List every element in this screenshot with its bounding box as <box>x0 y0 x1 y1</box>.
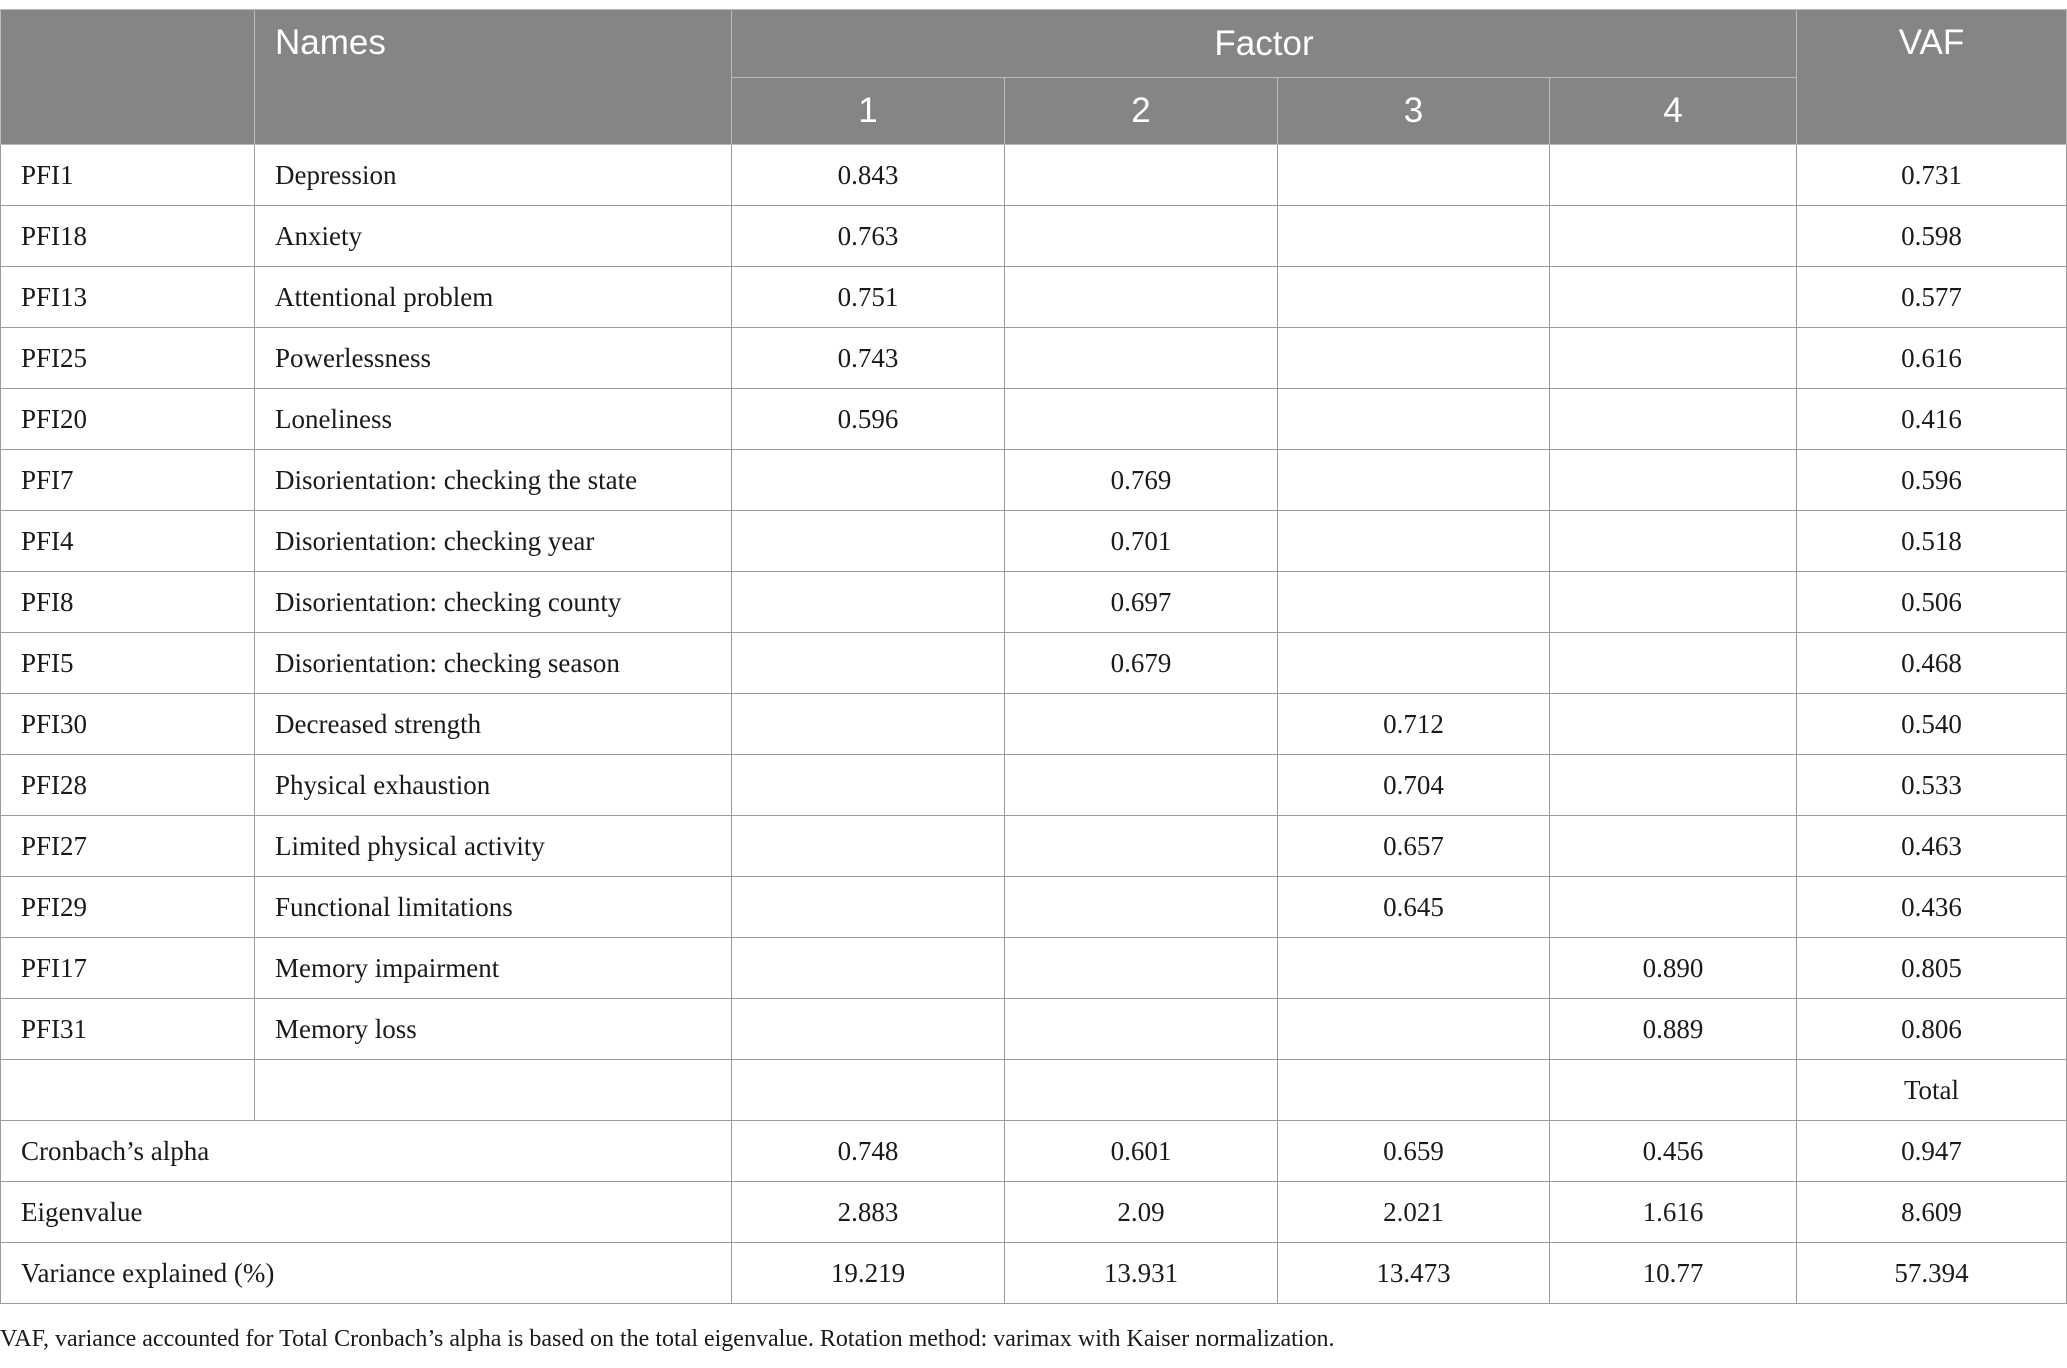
item-code-cell: PFI5 <box>1 633 255 694</box>
item-name-cell <box>255 1060 732 1121</box>
table-row <box>1 633 2067 694</box>
factor-4-stat-cell: 0.456 <box>1550 1121 1797 1182</box>
factor-4-cell: 0.890 <box>1550 938 1797 999</box>
header-names: Names <box>255 10 732 145</box>
item-name-cell: Memory loss <box>255 999 732 1060</box>
factor-3-cell <box>1278 999 1550 1060</box>
item-name-cell: Physical exhaustion <box>255 755 732 816</box>
item-code-cell <box>1 1060 255 1121</box>
factor-2-cell <box>1005 816 1278 877</box>
item-name-cell: Powerlessness <box>255 328 732 389</box>
vaf-cell: 0.577 <box>1797 267 2067 328</box>
stat-label-cell: Eigenvalue <box>1 1182 732 1243</box>
item-name-cell: Limited physical activity <box>255 816 732 877</box>
factor-2-cell <box>1005 999 1278 1060</box>
table-header <box>1 10 2067 145</box>
factor-4-cell <box>1550 633 1797 694</box>
factor-3-cell: 0.645 <box>1278 877 1550 938</box>
factor-2-stat-cell: 13.931 <box>1005 1243 1278 1304</box>
item-code-cell: PFI4 <box>1 511 255 572</box>
factor-4-cell: 0.889 <box>1550 999 1797 1060</box>
table-row <box>1 206 2067 267</box>
factor-analysis-table <box>0 9 2067 1304</box>
stat-label-cell: Variance explained (%) <box>1 1243 732 1304</box>
factor-2-cell <box>1005 877 1278 938</box>
header-factor-4: 4 <box>1550 78 1797 145</box>
item-code-cell: PFI8 <box>1 572 255 633</box>
stats-row <box>1 1243 2067 1304</box>
factor-2-cell <box>1005 694 1278 755</box>
stats-row <box>1 1121 2067 1182</box>
factor-1-cell <box>732 572 1005 633</box>
factor-1-cell <box>732 1060 1005 1121</box>
factor-1-cell <box>732 633 1005 694</box>
factor-4-cell <box>1550 328 1797 389</box>
factor-1-cell: 0.596 <box>732 389 1005 450</box>
table-footnote: VAF, variance accounted for Total Cronbach’s alpha is based on the total eigenvalue. Rotation method: varimax with Kaiser normalization. <box>0 1326 1335 1352</box>
table-row <box>1 1060 2067 1121</box>
factor-4-cell <box>1550 389 1797 450</box>
factor-1-cell <box>732 938 1005 999</box>
factor-2-cell <box>1005 145 1278 206</box>
factor-4-cell <box>1550 450 1797 511</box>
factor-3-cell <box>1278 1060 1550 1121</box>
header-factor-3: 3 <box>1278 78 1550 145</box>
header-factor-1: 1 <box>732 78 1005 145</box>
item-name-cell: Loneliness <box>255 389 732 450</box>
factor-1-cell: 0.763 <box>732 206 1005 267</box>
item-name-cell: Disorientation: checking season <box>255 633 732 694</box>
item-code-cell: PFI1 <box>1 145 255 206</box>
item-code-cell: PFI17 <box>1 938 255 999</box>
factor-3-cell <box>1278 267 1550 328</box>
factor-1-stat-cell: 19.219 <box>732 1243 1005 1304</box>
factor-2-cell <box>1005 1060 1278 1121</box>
factor-2-cell: 0.697 <box>1005 572 1278 633</box>
factor-4-cell <box>1550 755 1797 816</box>
table-row <box>1 450 2067 511</box>
header-factor: Factor <box>732 10 1797 78</box>
factor-4-stat-cell: 1.616 <box>1550 1182 1797 1243</box>
factor-3-stat-cell: 0.659 <box>1278 1121 1550 1182</box>
vaf-stat-cell: 57.394 <box>1797 1243 2067 1304</box>
table-row <box>1 877 2067 938</box>
vaf-cell: 0.506 <box>1797 572 2067 633</box>
factor-3-cell <box>1278 145 1550 206</box>
table-row <box>1 145 2067 206</box>
factor-2-stat-cell: 2.09 <box>1005 1182 1278 1243</box>
item-name-cell: Disorientation: checking county <box>255 572 732 633</box>
item-name-cell: Attentional problem <box>255 267 732 328</box>
vaf-cell: 0.468 <box>1797 633 2067 694</box>
item-code-cell: PFI7 <box>1 450 255 511</box>
table-row <box>1 999 2067 1060</box>
item-code-cell: PFI31 <box>1 999 255 1060</box>
vaf-cell: 0.806 <box>1797 999 2067 1060</box>
factor-1-cell <box>732 511 1005 572</box>
factor-3-stat-cell: 2.021 <box>1278 1182 1550 1243</box>
factor-4-cell <box>1550 1060 1797 1121</box>
table-row <box>1 328 2067 389</box>
vaf-cell: 0.436 <box>1797 877 2067 938</box>
factor-3-cell <box>1278 633 1550 694</box>
table-row <box>1 816 2067 877</box>
factor-1-cell <box>732 999 1005 1060</box>
factor-4-cell <box>1550 267 1797 328</box>
vaf-cell: 0.805 <box>1797 938 2067 999</box>
factor-4-cell <box>1550 145 1797 206</box>
factor-4-cell <box>1550 877 1797 938</box>
vaf-stat-cell: 0.947 <box>1797 1121 2067 1182</box>
item-code-cell: PFI28 <box>1 755 255 816</box>
vaf-cell: 0.463 <box>1797 816 2067 877</box>
table-row <box>1 389 2067 450</box>
factor-3-cell <box>1278 206 1550 267</box>
item-code-cell: PFI25 <box>1 328 255 389</box>
factor-4-cell <box>1550 694 1797 755</box>
factor-2-cell <box>1005 206 1278 267</box>
factor-4-cell <box>1550 206 1797 267</box>
factor-2-cell <box>1005 755 1278 816</box>
vaf-cell: 0.596 <box>1797 450 2067 511</box>
factor-analysis-table-container <box>0 9 2067 1304</box>
factor-3-cell: 0.657 <box>1278 816 1550 877</box>
item-code-cell: PFI20 <box>1 389 255 450</box>
table-body <box>1 145 2067 1304</box>
table-row <box>1 694 2067 755</box>
factor-3-cell: 0.712 <box>1278 694 1550 755</box>
vaf-cell: Total <box>1797 1060 2067 1121</box>
table-row <box>1 755 2067 816</box>
factor-3-cell <box>1278 389 1550 450</box>
vaf-cell: 0.616 <box>1797 328 2067 389</box>
factor-1-cell: 0.843 <box>732 145 1005 206</box>
factor-4-cell <box>1550 816 1797 877</box>
factor-4-cell <box>1550 511 1797 572</box>
item-name-cell: Disorientation: checking the state <box>255 450 732 511</box>
vaf-cell: 0.598 <box>1797 206 2067 267</box>
header-row-top <box>1 10 2067 78</box>
table-row <box>1 511 2067 572</box>
factor-2-cell: 0.701 <box>1005 511 1278 572</box>
factor-3-cell: 0.704 <box>1278 755 1550 816</box>
factor-2-cell <box>1005 328 1278 389</box>
header-factor-2: 2 <box>1005 78 1278 145</box>
factor-1-cell <box>732 450 1005 511</box>
header-code <box>1 10 255 145</box>
item-code-cell: PFI18 <box>1 206 255 267</box>
item-name-cell: Disorientation: checking year <box>255 511 732 572</box>
vaf-cell: 0.416 <box>1797 389 2067 450</box>
factor-3-cell <box>1278 572 1550 633</box>
vaf-cell: 0.533 <box>1797 755 2067 816</box>
factor-2-cell <box>1005 267 1278 328</box>
table-row <box>1 572 2067 633</box>
item-name-cell: Functional limitations <box>255 877 732 938</box>
factor-1-cell: 0.743 <box>732 328 1005 389</box>
item-name-cell: Memory impairment <box>255 938 732 999</box>
factor-2-cell <box>1005 938 1278 999</box>
item-name-cell: Decreased strength <box>255 694 732 755</box>
item-code-cell: PFI27 <box>1 816 255 877</box>
factor-4-cell <box>1550 572 1797 633</box>
factor-1-cell: 0.751 <box>732 267 1005 328</box>
factor-1-cell <box>732 877 1005 938</box>
item-code-cell: PFI29 <box>1 877 255 938</box>
factor-2-cell <box>1005 389 1278 450</box>
factor-2-cell: 0.769 <box>1005 450 1278 511</box>
table-row <box>1 267 2067 328</box>
item-code-cell: PFI30 <box>1 694 255 755</box>
factor-2-stat-cell: 0.601 <box>1005 1121 1278 1182</box>
vaf-cell: 0.540 <box>1797 694 2067 755</box>
factor-1-cell <box>732 816 1005 877</box>
factor-3-cell <box>1278 450 1550 511</box>
factor-3-cell <box>1278 328 1550 389</box>
factor-3-stat-cell: 13.473 <box>1278 1243 1550 1304</box>
factor-3-cell <box>1278 938 1550 999</box>
stats-row <box>1 1182 2067 1243</box>
vaf-stat-cell: 8.609 <box>1797 1182 2067 1243</box>
item-name-cell: Anxiety <box>255 206 732 267</box>
factor-2-cell: 0.679 <box>1005 633 1278 694</box>
header-vaf: VAF <box>1797 10 2067 145</box>
vaf-cell: 0.731 <box>1797 145 2067 206</box>
table-row <box>1 938 2067 999</box>
factor-1-cell <box>732 755 1005 816</box>
factor-1-cell <box>732 694 1005 755</box>
item-code-cell: PFI13 <box>1 267 255 328</box>
factor-1-stat-cell: 2.883 <box>732 1182 1005 1243</box>
vaf-cell: 0.518 <box>1797 511 2067 572</box>
factor-1-stat-cell: 0.748 <box>732 1121 1005 1182</box>
factor-3-cell <box>1278 511 1550 572</box>
stat-label-cell: Cronbach’s alpha <box>1 1121 732 1182</box>
factor-4-stat-cell: 10.77 <box>1550 1243 1797 1304</box>
item-name-cell: Depression <box>255 145 732 206</box>
